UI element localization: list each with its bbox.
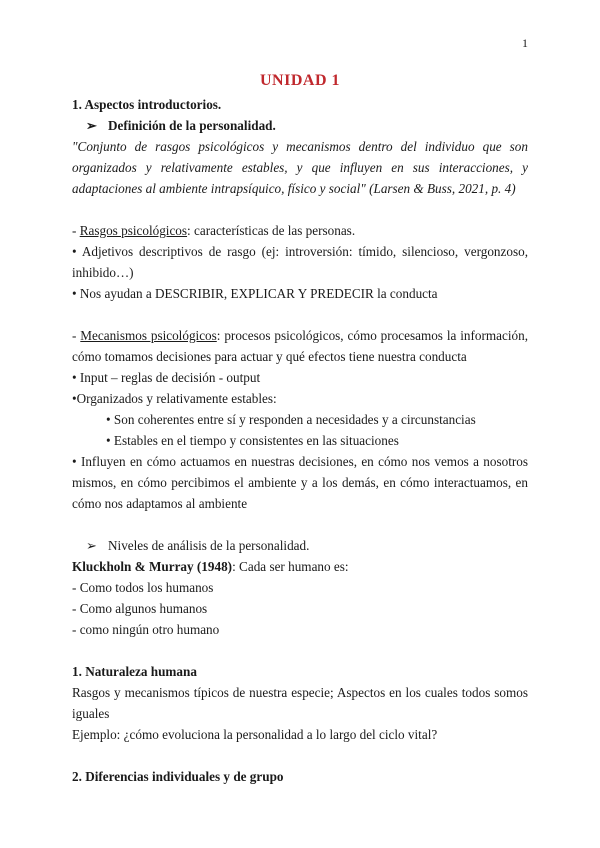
arrow-bullet-icon: ➢ (86, 118, 98, 133)
definition-heading (86, 119, 276, 132)
mecanismos-sub-bullet-1: • Son coherentes entre sí y responden a necesidades y a circunstancias (106, 412, 476, 427)
page-number: 1 (522, 36, 528, 50)
kluckhohn-item-3: - como ningún otro humano (72, 622, 220, 637)
rasgos-definition (72, 224, 355, 237)
rasgos-bullet-1-line-2: inhibido…) (72, 265, 134, 280)
kluckhohn-rest: : Cada ser humano es: (232, 559, 349, 574)
kluckhohn-item-2: - Como algunos humanos (72, 601, 208, 616)
section-heading-aspectos: 1. Aspectos introductorios. (72, 97, 222, 112)
rasgos-bullet-1-line-1: • Adjetivos descriptivos de rasgo (ej: introversión: tímido, silencioso, vergonzoso, (72, 244, 528, 259)
quote-line-1: "Conjunto de rasgos psicológicos y mecanismos dentro del individuo que son (72, 139, 528, 154)
kluckhohn-item-1: - Como todos los humanos (72, 580, 214, 595)
unit-title: UNIDAD 1 (260, 72, 340, 89)
definition-heading-text: Definición de la personalidad. (108, 118, 276, 133)
rasgos-term: Rasgos psicológicos (79, 223, 188, 238)
mecanismos-bullet-1: • Input – reglas de decisión - output (72, 370, 261, 385)
kluckhohn-citation: Kluckholn & Murray (1948) (72, 559, 233, 574)
quote-line-2: organizados y relativamente estables, y que influyen en sus interacciones, y (72, 160, 528, 175)
mecanismos-definition (72, 329, 528, 342)
mecanismos-rest: : procesos psicológicos, cómo procesamos la información, (216, 328, 528, 343)
mecanismos-bullet-3-line-3: cómo nos adaptamos al ambiente (72, 496, 248, 511)
rasgos-bullet-2: • Nos ayudan a DESCRIBIR, EXPLICAR Y PREDECIR la conducta (72, 286, 438, 301)
mecanismos-bullet-2: •Organizados y relativamente estables: (72, 391, 277, 406)
mecanismos-term: Mecanismos psicológicos (80, 328, 217, 343)
naturaleza-line-1: Rasgos y mecanismos típicos de nuestra especie; Aspectos en los cuales todos somos (72, 685, 528, 700)
mecanismos-prefix: - (72, 328, 81, 343)
mecanismos-bullet-3-line-2: mismos, en cómo percibimos el ambiente y a los demás, en cómo interactuamos, en (72, 475, 528, 490)
mecanismos-line-2: cómo tomamos decisiones para actuar y qué efectos tiene nuestra conducta (72, 349, 467, 364)
quote-line-3: adaptaciones al ambiente intrapsíquico, físico y social" (Larsen & Buss, 2021, p. 4) (72, 181, 516, 196)
rasgos-prefix: - (72, 223, 80, 238)
arrow-bullet-icon: ➢ (86, 538, 98, 553)
mecanismos-sub-bullet-2: • Estables en el tiempo y consistentes en las situaciones (106, 433, 399, 448)
mecanismos-bullet-3-line-1: • Influyen en cómo actuamos en nuestras decisiones, en cómo nos vemos a nosotros (72, 454, 528, 469)
diferencias-heading: 2. Diferencias individuales y de grupo (72, 769, 284, 784)
kluckhohn-line (72, 560, 349, 573)
niveles-heading (86, 539, 309, 552)
rasgos-rest: : características de las personas. (187, 223, 356, 238)
naturaleza-example: Ejemplo: ¿cómo evoluciona la personalidad a lo largo del ciclo vital? (72, 727, 438, 742)
naturaleza-line-2: iguales (72, 706, 110, 721)
naturaleza-heading: 1. Naturaleza humana (72, 664, 197, 679)
niveles-heading-text: Niveles de análisis de la personalidad. (108, 538, 310, 553)
